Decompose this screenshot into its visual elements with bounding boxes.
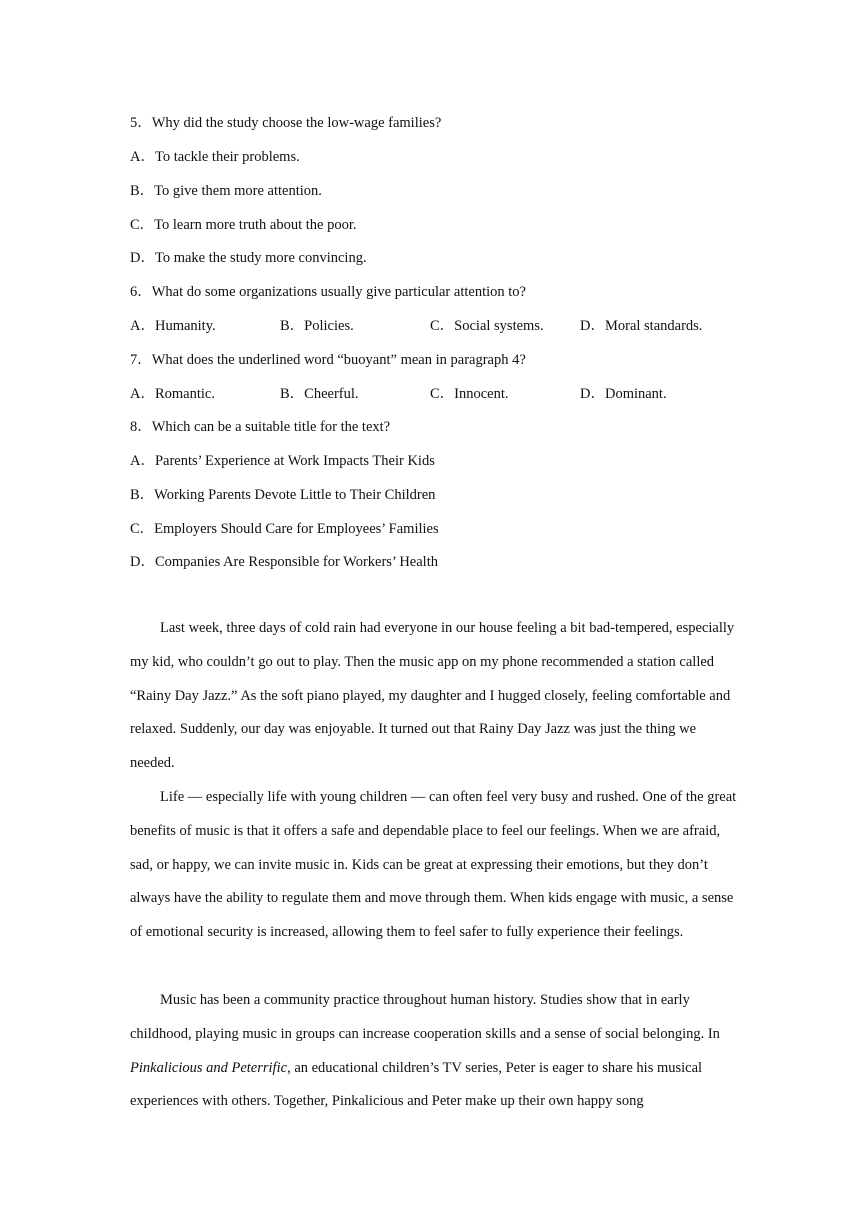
passage-paragraph-3 <box>130 984 740 1119</box>
question-8-stem: 8．Which can be a suitable title for the text? <box>130 419 391 435</box>
passage-paragraph-3-start: Music has been a community practice throughout human history. Studies show that in early childhood, playing music in groups can increase cooperation skills and a sense of social belonging. In <box>130 992 720 1042</box>
question-8-option-b: B．Working Parents Devote Little to Their Children <box>130 487 436 503</box>
question-5-option-a: A．To tackle their problems. <box>130 149 300 165</box>
question-6-option-a: A．Humanity. <box>130 318 216 334</box>
passage-paragraph-1: Last week, three days of cold rain had everyone in our house feeling a bit bad-tempered, especially my kid, who couldn’t go out to play. Then the music app on my phone recommended a station called “Rainy Day Jazz.” As the soft piano played, my daughter and I hugged closely, feeling comfortable and relaxed. Suddenly, our day was enjoyable. It turned out that Rainy Day Jazz was just the thing we needed. <box>130 620 735 772</box>
question-7-stem: 7．What does the underlined word “buoyant” mean in paragraph 4? <box>130 352 526 368</box>
question-7-option-b: B．Cheerful. <box>280 386 359 402</box>
question-5-option-c: C．To learn more truth about the poor. <box>130 217 357 233</box>
tv-series-title: Pinkalicious and Peterrific <box>130 1059 288 1076</box>
question-6-option-d: D．Moral standards. <box>580 318 703 334</box>
question-8-option-a: A．Parents’ Experience at Work Impacts Their Kids <box>130 453 435 469</box>
question-7-option-c: C．Innocent. <box>430 386 509 402</box>
question-7-option-a: A．Romantic. <box>130 386 215 402</box>
question-5-stem: 5．Why did the study choose the low-wage families? <box>130 115 442 131</box>
question-6-option-c: C．Social systems. <box>430 318 544 334</box>
question-8-option-c: C．Employers Should Care for Employees’ Families <box>130 521 439 537</box>
passage-paragraph-2: Life — especially life with young children — can often feel very busy and rushed. One of the great benefits of music is that it offers a safe and dependable place to feel our feelings. When we are afraid, sad, or happy, we can invite music in. Kids can be great at expressing their emotions, but they don’t always have the ability to regulate them and move through them. When kids engage with music, a sense of emotional security is increased, allowing them to feel safer to fully experience their feelings. <box>130 789 737 941</box>
question-7-option-d: D．Dominant. <box>580 386 667 402</box>
question-6-stem: 6．What do some organizations usually give particular attention to? <box>130 284 526 300</box>
question-5-option-b: B．To give them more attention. <box>130 183 322 199</box>
question-6-option-b: B．Policies. <box>280 318 354 334</box>
question-8-option-d: D．Companies Are Responsible for Workers’ Health <box>130 554 438 570</box>
question-5-option-d: D．To make the study more convincing. <box>130 250 367 266</box>
passage-paragraph-3-end: , an educational children’s TV series, Peter is eager to share his musical experiences with others. Together, Pinkalicious and Peter make up their own happy song <box>130 1059 703 1110</box>
